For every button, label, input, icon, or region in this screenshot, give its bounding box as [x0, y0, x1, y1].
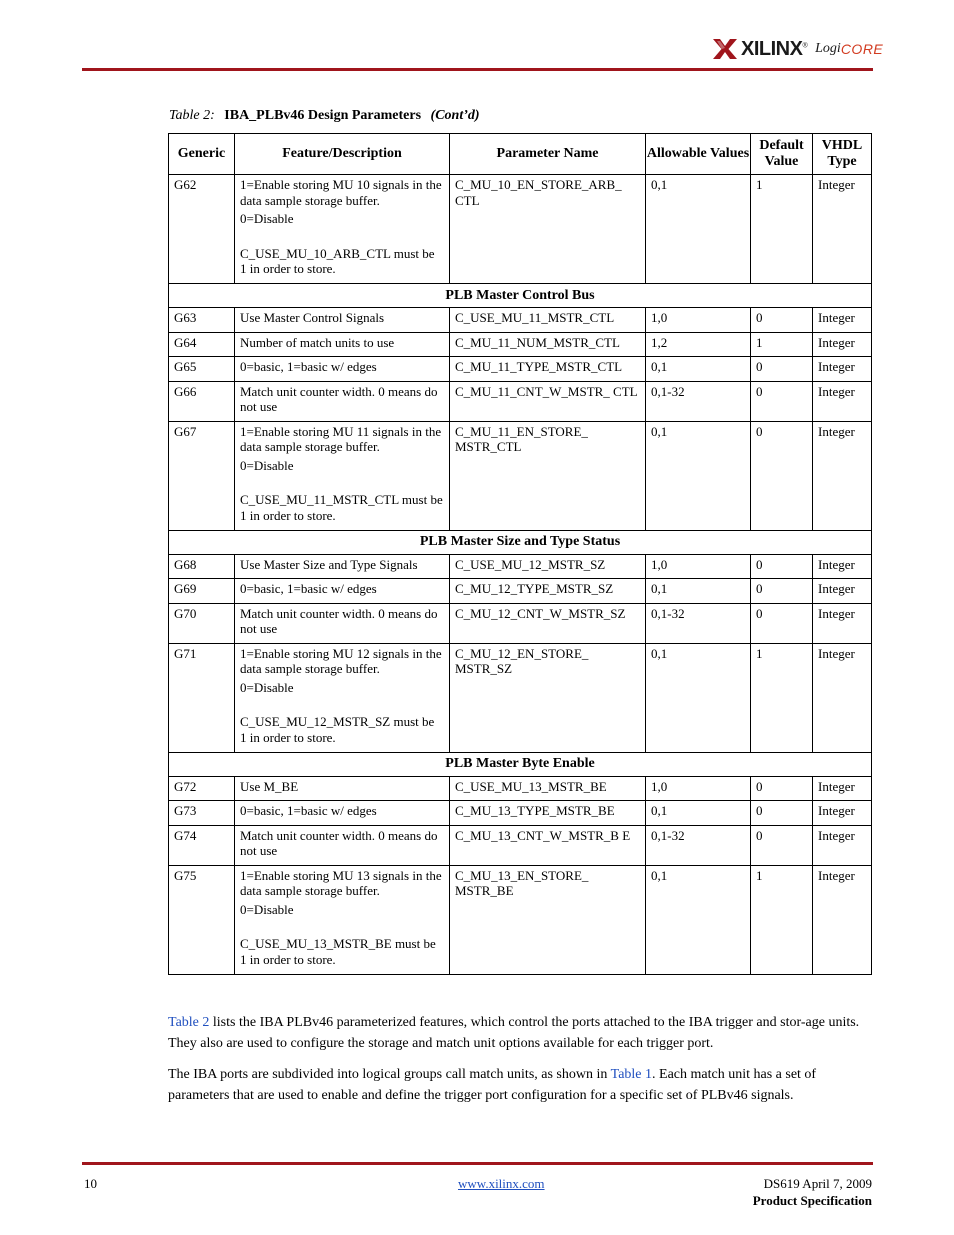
- vhdl-type-cell: [813, 776, 872, 801]
- description-line: C_USE_MU_13_MSTR_BE must be 1 in order to store.: [240, 936, 436, 967]
- description-line: 1=Enable storing MU 10 signals in the data sample storage buffer.: [240, 177, 442, 208]
- vhdl-type-cell: [813, 554, 872, 579]
- generic-id-cell: [169, 554, 235, 579]
- logo-logi: Logi: [815, 41, 841, 56]
- section-header-row: [169, 752, 872, 776]
- generic-id-cell: [169, 579, 235, 604]
- description-cell: [235, 776, 450, 801]
- vhdl-type-cell: [813, 643, 872, 752]
- table-row: [169, 308, 872, 333]
- generic-id-cell: [169, 865, 235, 974]
- paragraph-text: The IBA ports are subdivided into logical groups call match units, as shown in: [168, 1067, 611, 1082]
- description-line: Number of match units to use: [240, 334, 395, 350]
- generic-id: G62: [174, 177, 197, 192]
- caption-cont: (Cont’d): [430, 108, 480, 123]
- default-value-cell: [751, 603, 813, 643]
- default-value: 1: [756, 867, 763, 883]
- section-title: PLB Master Size and Type Status: [169, 530, 872, 554]
- table-row: [169, 776, 872, 801]
- table-row: [169, 332, 872, 357]
- generic-id: G65: [174, 359, 197, 374]
- description-line: 0=Disable: [240, 211, 294, 226]
- vhdl-type: Integer: [818, 778, 855, 794]
- parameter-name: C_MU_13_EN_STORE_ MSTR_BE: [455, 867, 589, 898]
- col-header-vhdl-type: VHDL Type: [813, 134, 872, 175]
- default-value-cell: [751, 421, 813, 530]
- allowable-values: 0,1: [651, 645, 668, 661]
- generic-id-cell: [169, 381, 235, 421]
- allowable-values: 0,1: [651, 867, 668, 883]
- description-line: C_USE_MU_10_ARB_CTL must be 1 in order to store.: [240, 245, 435, 276]
- parameter-name-cell: [450, 421, 646, 530]
- generic-id: G69: [174, 581, 197, 596]
- parameter-name: C_MU_11_TYPE_MSTR_CTL: [455, 359, 623, 374]
- parameter-name-cell: [450, 776, 646, 801]
- xilinx-logo: [712, 34, 883, 64]
- footer-url-link[interactable]: www.xilinx.com: [458, 1176, 545, 1191]
- vhdl-type-cell: [813, 865, 872, 974]
- generic-id-cell: [169, 801, 235, 826]
- default-value: 0: [756, 556, 763, 572]
- default-value-cell: [751, 825, 813, 865]
- default-value: 0: [756, 383, 763, 399]
- default-value: 1: [756, 334, 763, 350]
- vhdl-type: Integer: [818, 581, 855, 596]
- description: [235, 422, 449, 527]
- default-value-cell: [751, 175, 813, 284]
- allowable-values-cell: [646, 357, 751, 382]
- description: [235, 644, 449, 749]
- parameter-name-cell: [450, 332, 646, 357]
- vhdl-type-cell: [813, 175, 872, 284]
- vhdl-type-cell: [813, 381, 872, 421]
- description: [235, 555, 449, 579]
- parameter-name-cell: [450, 865, 646, 974]
- vhdl-type-cell: [813, 421, 872, 530]
- allowable-values: 0,1-32: [651, 827, 685, 843]
- vhdl-type-cell: [813, 357, 872, 382]
- table-header-row: [169, 134, 872, 175]
- description-line: Match unit counter width. 0 means do not use: [240, 605, 438, 636]
- section-header-row: [169, 284, 872, 308]
- parameter-name: C_MU_10_EN_STORE_ARB_ CTL: [455, 177, 622, 208]
- page-number: 10: [84, 1176, 97, 1191]
- parameter-name-cell: [450, 381, 646, 421]
- vhdl-type: Integer: [818, 423, 855, 439]
- logo-core: CORE: [840, 41, 884, 57]
- default-value: 0: [756, 581, 763, 596]
- vhdl-type: Integer: [818, 177, 855, 192]
- description-line: 0=basic, 1=basic w/ edges: [240, 581, 377, 596]
- description-line: C_USE_MU_12_MSTR_SZ must be 1 in order to store.: [240, 714, 435, 745]
- table-caption: [169, 108, 480, 124]
- generic-id: G67: [174, 423, 197, 439]
- allowable-values-cell: [646, 554, 751, 579]
- description-line: 1=Enable storing MU 13 signals in the data sample storage buffer.: [240, 867, 442, 898]
- default-value-cell: [751, 643, 813, 752]
- default-value: 0: [756, 827, 763, 843]
- parameter-name-cell: [450, 175, 646, 284]
- description-line: Use Master Control Signals: [240, 310, 385, 325]
- description: [235, 826, 449, 865]
- paragraph-text: lists the IBA PLBv46 parameterized features, which control the ports attached to the IBA trigger and stor-age units. They also are used to configure the storage and match unit options available for each trigger port.: [168, 1015, 860, 1051]
- table-row: [169, 643, 872, 752]
- allowable-values: 1,0: [651, 310, 668, 325]
- allowable-values-cell: [646, 865, 751, 974]
- description-cell: [235, 825, 450, 865]
- logo-brand: XILINX®: [741, 37, 808, 60]
- vhdl-type-cell: [813, 308, 872, 333]
- description-cell: [235, 554, 450, 579]
- default-value: 1: [756, 645, 763, 661]
- default-value-cell: [751, 381, 813, 421]
- description: [235, 382, 449, 421]
- caption-label: Table 2:: [169, 108, 215, 123]
- header-rule: [82, 68, 873, 71]
- default-value: 0: [756, 423, 763, 439]
- description-cell: [235, 332, 450, 357]
- vhdl-type: Integer: [818, 334, 855, 350]
- description: [235, 777, 449, 801]
- vhdl-type: Integer: [818, 383, 855, 399]
- table-row: [169, 554, 872, 579]
- description-cell: [235, 603, 450, 643]
- table-2-link[interactable]: Table 2: [168, 1015, 210, 1030]
- vhdl-type: Integer: [818, 310, 855, 325]
- allowable-values-cell: [646, 579, 751, 604]
- default-value-cell: [751, 554, 813, 579]
- parameter-name: C_MU_11_CNT_W_MSTR_ CTL: [455, 383, 638, 399]
- description-cell: [235, 865, 450, 974]
- generic-id-cell: [169, 332, 235, 357]
- section-title: PLB Master Control Bus: [169, 284, 872, 308]
- section-title: PLB Master Byte Enable: [169, 752, 872, 776]
- description: [235, 357, 449, 381]
- col-header-parameter-name: Parameter Name: [450, 134, 646, 175]
- description-cell: [235, 801, 450, 826]
- allowable-values-cell: [646, 603, 751, 643]
- parameter-name-cell: [450, 554, 646, 579]
- generic-id-cell: [169, 175, 235, 284]
- allowable-values-cell: [646, 801, 751, 826]
- parameter-name-cell: [450, 357, 646, 382]
- parameter-name: C_USE_MU_11_MSTR_CTL: [455, 310, 615, 325]
- parameter-name: C_MU_13_TYPE_MSTR_BE: [455, 803, 615, 818]
- parameter-name-cell: [450, 825, 646, 865]
- parameter-name-cell: [450, 603, 646, 643]
- generic-id-cell: [169, 421, 235, 530]
- default-value: 0: [756, 778, 763, 794]
- vhdl-type-cell: [813, 801, 872, 826]
- description: [235, 175, 449, 280]
- description: [235, 604, 449, 643]
- allowable-values-cell: [646, 776, 751, 801]
- vhdl-type-cell: [813, 825, 872, 865]
- allowable-values: 0,1: [651, 359, 668, 374]
- allowable-values-cell: [646, 643, 751, 752]
- default-value-cell: [751, 801, 813, 826]
- vhdl-type: Integer: [818, 359, 855, 374]
- default-value-cell: [751, 308, 813, 333]
- description: [235, 308, 449, 332]
- col-header-default-value: Default Value: [751, 134, 813, 175]
- allowable-values: 1,2: [651, 334, 668, 350]
- table-row: [169, 579, 872, 604]
- parameter-name: C_USE_MU_13_MSTR_BE: [455, 778, 607, 794]
- col-header-description: Feature/Description: [235, 134, 450, 175]
- description-line: 0=basic, 1=basic w/ edges: [240, 803, 377, 818]
- vhdl-type: Integer: [818, 827, 855, 843]
- vhdl-type-cell: [813, 332, 872, 357]
- default-value-cell: [751, 332, 813, 357]
- doc-type: Product Specification: [752, 1193, 872, 1208]
- allowable-values: 0,1-32: [651, 383, 685, 399]
- parameter-name: C_MU_13_CNT_W_MSTR_B E: [455, 827, 631, 843]
- parameter-name: C_MU_12_TYPE_MSTR_SZ: [455, 581, 614, 596]
- table-row: [169, 603, 872, 643]
- allowable-values: 0,1-32: [651, 605, 685, 621]
- section-header-row: [169, 530, 872, 554]
- parameter-name-cell: [450, 801, 646, 826]
- paragraph-text: . Each match unit has a set of parameters that are used to enable and define the trigger port configuration for a specific set of PLBv46 signals.: [168, 1067, 817, 1103]
- generic-id: G68: [174, 556, 197, 572]
- description-cell: [235, 308, 450, 333]
- parameter-name: C_MU_11_EN_STORE_ MSTR_CTL: [455, 423, 588, 454]
- allowable-values: 0,1: [651, 581, 668, 596]
- vhdl-type: Integer: [818, 867, 855, 883]
- generic-id-cell: [169, 357, 235, 382]
- vhdl-type: Integer: [818, 556, 855, 572]
- generic-id-cell: [169, 825, 235, 865]
- table-row: [169, 175, 872, 284]
- generic-id: G66: [174, 383, 197, 399]
- default-value-cell: [751, 357, 813, 382]
- default-value: 1: [756, 177, 763, 192]
- vhdl-type-cell: [813, 579, 872, 604]
- allowable-values-cell: [646, 381, 751, 421]
- generic-id-cell: [169, 776, 235, 801]
- description-cell: [235, 421, 450, 530]
- generic-id: G70: [174, 605, 197, 621]
- allowable-values: 0,1: [651, 423, 668, 439]
- generic-id: G64: [174, 334, 197, 350]
- doc-id-date: DS619 April 7, 2009: [763, 1176, 872, 1191]
- vhdl-type: Integer: [818, 605, 855, 621]
- description-line: 0=basic, 1=basic w/ edges: [240, 359, 377, 374]
- vhdl-type: Integer: [818, 803, 855, 818]
- generic-id-cell: [169, 603, 235, 643]
- default-value: 0: [756, 605, 763, 621]
- description-line: 0=Disable: [240, 679, 294, 695]
- allowable-values-cell: [646, 825, 751, 865]
- allowable-values-cell: [646, 308, 751, 333]
- parameter-name-cell: [450, 643, 646, 752]
- table-row: [169, 381, 872, 421]
- caption-title: IBA_PLBv46 Design Parameters: [224, 108, 422, 123]
- parameter-name: C_MU_11_NUM_MSTR_CTL: [455, 334, 620, 350]
- xilinx-x-icon: [712, 36, 738, 62]
- allowable-values: 1,0: [651, 778, 668, 794]
- description-line: 0=Disable: [240, 901, 294, 917]
- generic-id: G75: [174, 867, 197, 883]
- table-1-link[interactable]: Table 1: [610, 1067, 653, 1082]
- allowable-values-cell: [646, 421, 751, 530]
- vhdl-type-cell: [813, 603, 872, 643]
- description-line: 0=Disable: [240, 457, 294, 473]
- generic-id-cell: [169, 643, 235, 752]
- generic-id: G74: [174, 827, 197, 843]
- footer-rule: [82, 1162, 873, 1165]
- paragraph-match-units: [168, 1064, 872, 1106]
- table-row: [169, 357, 872, 382]
- description: [235, 333, 449, 357]
- parameter-name-cell: [450, 579, 646, 604]
- vhdl-type: Integer: [818, 645, 855, 661]
- design-parameters-table: [168, 133, 872, 975]
- col-header-allowable-values: Allowable Values: [646, 134, 751, 175]
- table-row: [169, 865, 872, 974]
- description: [235, 801, 449, 825]
- default-value-cell: [751, 579, 813, 604]
- allowable-values: 1,0: [651, 556, 668, 572]
- description-cell: [235, 357, 450, 382]
- default-value: 0: [756, 803, 763, 818]
- description-cell: [235, 643, 450, 752]
- allowable-values: 0,1: [651, 803, 668, 818]
- description-cell: [235, 381, 450, 421]
- description-line: C_USE_MU_11_MSTR_CTL must be 1 in order to store.: [240, 492, 443, 523]
- default-value-cell: [751, 776, 813, 801]
- description-line: 1=Enable storing MU 12 signals in the data sample storage buffer.: [240, 645, 442, 676]
- allowable-values: 0,1: [651, 177, 668, 192]
- description-cell: [235, 175, 450, 284]
- default-value-cell: [751, 865, 813, 974]
- description: [235, 579, 449, 603]
- default-value: 0: [756, 310, 763, 325]
- description-line: 1=Enable storing MU 11 signals in the data sample storage buffer.: [240, 423, 442, 454]
- table-row: [169, 825, 872, 865]
- paragraph-table-intro: [168, 1012, 872, 1054]
- description-line: Use Master Size and Type Signals: [240, 556, 418, 572]
- table-row: [169, 421, 872, 530]
- generic-id-cell: [169, 308, 235, 333]
- table-row: [169, 801, 872, 826]
- description-line: Match unit counter width. 0 means do not use: [240, 383, 438, 414]
- description-line: Match unit counter width. 0 means do not use: [240, 827, 438, 858]
- col-header-generic: Generic: [169, 134, 235, 175]
- parameter-name: C_MU_12_CNT_W_MSTR_SZ: [455, 605, 626, 621]
- allowable-values-cell: [646, 332, 751, 357]
- generic-id: G73: [174, 803, 197, 818]
- default-value: 0: [756, 359, 763, 374]
- generic-id: G63: [174, 310, 197, 325]
- parameter-name-cell: [450, 308, 646, 333]
- description-cell: [235, 579, 450, 604]
- allowable-values-cell: [646, 175, 751, 284]
- generic-id: G71: [174, 645, 197, 661]
- description: [235, 866, 449, 971]
- parameter-name: C_USE_MU_12_MSTR_SZ: [455, 556, 606, 572]
- description-line: Use M_BE: [240, 778, 299, 794]
- parameter-name: C_MU_12_EN_STORE_ MSTR_SZ: [455, 645, 589, 676]
- generic-id: G72: [174, 778, 197, 794]
